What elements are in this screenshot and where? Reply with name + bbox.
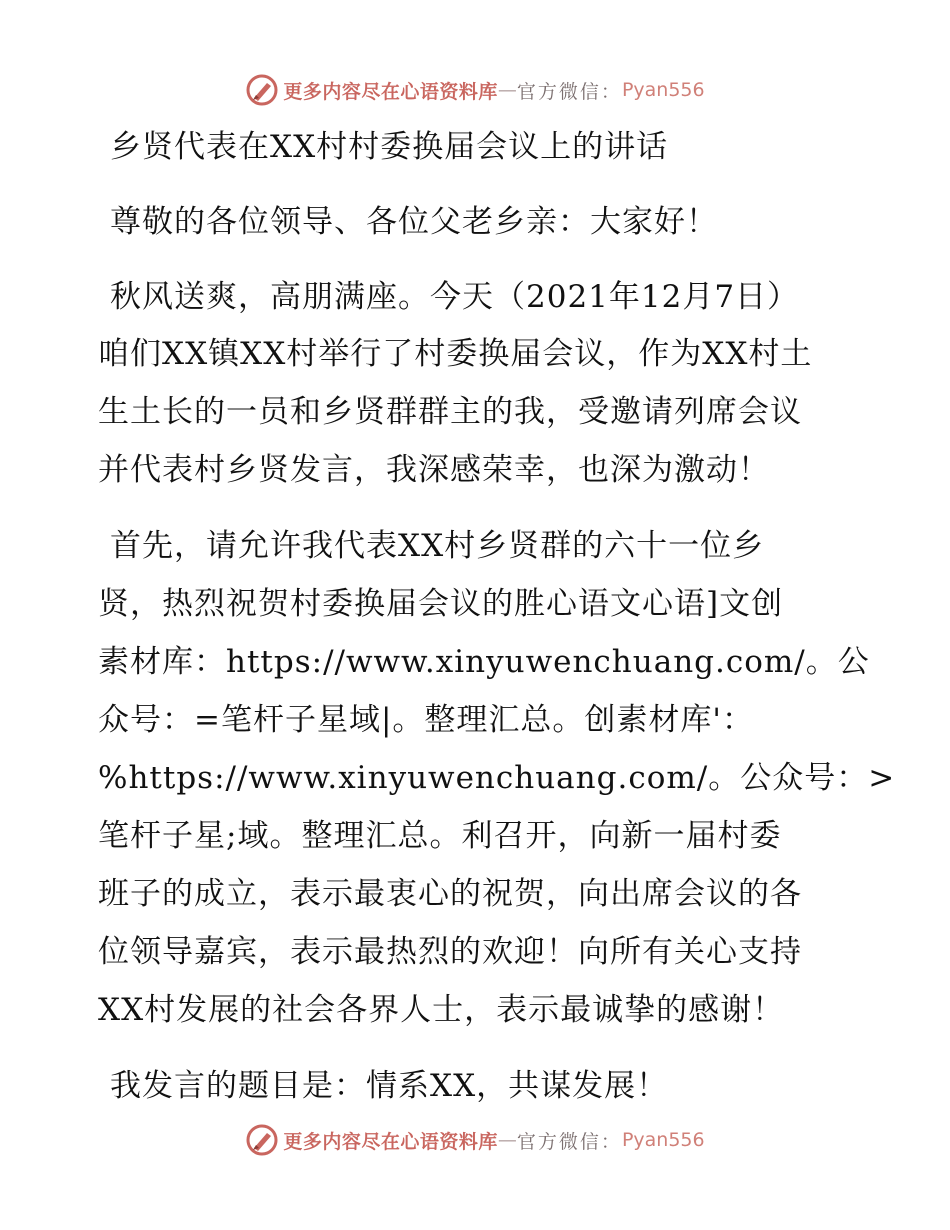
watermark-wechat-id: Pyan556: [621, 1129, 705, 1151]
watermark-separator: —: [497, 79, 517, 101]
paragraph-2-line-1: 首先，请允许我代表XX村乡贤群的六十一位乡: [110, 528, 765, 564]
greeting: 尊敬的各位领导、各位父老乡亲：大家好！: [110, 204, 718, 240]
paragraph-1-line-2: 咱们XX镇XX村举行了村委换届会议，作为XX村土: [98, 336, 813, 372]
paragraph-1-line-4: 并代表村乡贤发言，我深感荣幸，也深为激动！: [98, 452, 770, 488]
paragraph-2-line-3: 素材库：https://www.xinyuwenchuang.com/。公: [98, 644, 870, 680]
document-title: 乡贤代表在XX村村委换届会议上的讲话: [110, 129, 669, 165]
paragraph-2-line-8: 位领导嘉宾，表示最热烈的欢迎！向所有关心支持: [98, 934, 802, 970]
paragraph-2-line-5: %https://www.xinyuwenchuang.com/。公众号：>: [98, 760, 896, 796]
paragraph-2-line-6: 笔杆子星;域。整理汇总。利召开，向新一届村委: [98, 818, 782, 854]
watermark-separator: —: [497, 1129, 517, 1151]
paragraph-2-line-9: XX村发展的社会各界人士，表示最诚挚的感谢！: [98, 992, 785, 1028]
paragraph-1-line-1: 秋风送爽，高朋满座。今天（2021年12月7日）: [110, 279, 800, 315]
watermark-text: 更多内容尽在心语资料库: [283, 1130, 498, 1153]
paragraph-2-line-2: 贤，热烈祝贺村委换届会议的胜心语文心语]文创: [98, 586, 784, 622]
watermark-wechat-label: 官方微信：: [516, 80, 622, 103]
pen-logo-icon: [245, 1123, 279, 1157]
speech-topic: 我发言的题目是：情系XX，共谋发展！: [110, 1068, 669, 1104]
watermark-text: 更多内容尽在心语资料库: [283, 80, 498, 103]
paragraph-2-line-7: 班子的成立，表示最衷心的祝贺，向出席会议的各: [98, 876, 802, 912]
watermark-wechat-id: Pyan556: [621, 79, 705, 101]
paragraph-2-line-4: 众号：=笔杆子星域|。整理汇总。创素材库'：: [98, 702, 754, 738]
watermark-wechat-label: 官方微信：: [516, 1130, 622, 1153]
pen-logo-icon: [245, 73, 279, 107]
footer-watermark: [0, 1120, 950, 1160]
paragraph-1-line-3: 生土长的一员和乡贤群群主的我，受邀请列席会议: [98, 394, 802, 430]
header-watermark: [0, 70, 950, 110]
